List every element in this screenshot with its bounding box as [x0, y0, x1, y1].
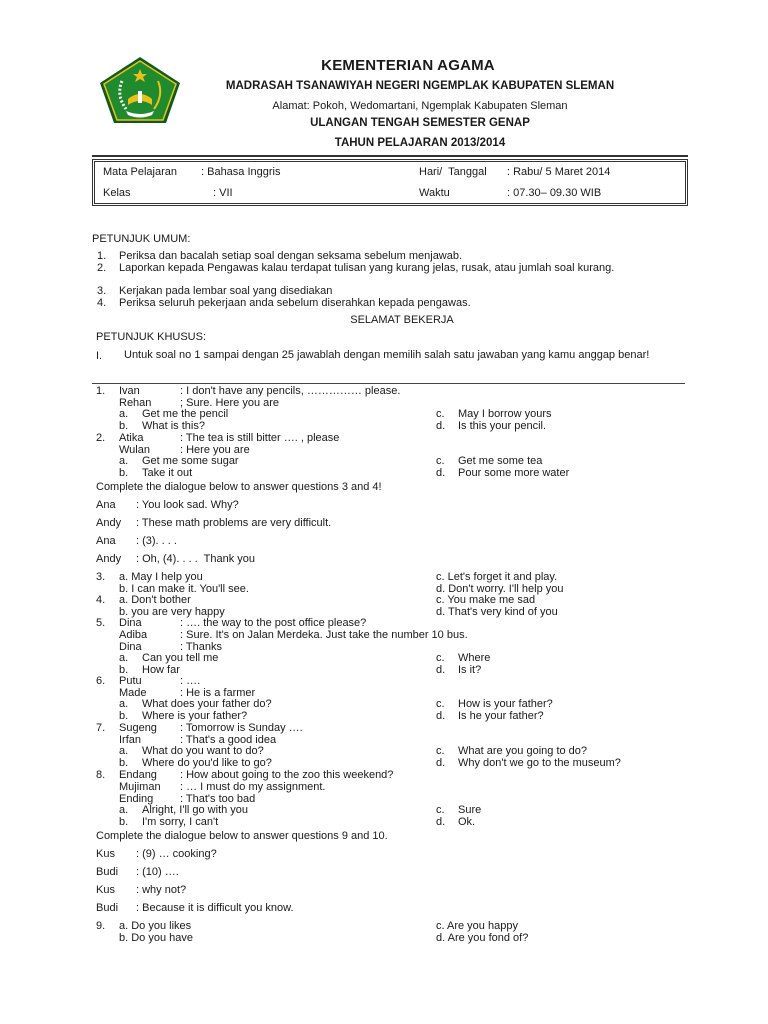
speaker: Dina — [119, 617, 142, 629]
question-number: 8. — [96, 769, 106, 781]
option-c: What are you going to do? — [458, 745, 588, 757]
speaker: Andy — [96, 553, 122, 565]
dialogue-line: : … I must do my assignment. — [180, 781, 326, 793]
option-label: d. — [436, 757, 446, 769]
option-a: Get me the pencil — [142, 408, 229, 420]
option-label: a. — [119, 698, 129, 710]
dialogue-line: : You look sad. Why? — [136, 499, 239, 511]
speaker: Sugeng — [119, 722, 157, 734]
option-c: How is your father? — [458, 698, 553, 710]
option-c: c. Are you happy — [436, 920, 518, 932]
general-item-text: Kerjakan pada lembar soal yang disediakan — [119, 285, 333, 297]
option-a: Can you tell me — [142, 652, 219, 664]
speaker: Dina — [119, 641, 142, 653]
option-d: d. That's very kind of you — [436, 606, 558, 618]
option-c: Where — [458, 652, 491, 664]
speaker: Ana — [96, 499, 116, 511]
academic-year: TAHUN PELAJARAN 2013/2014 — [334, 137, 506, 149]
speaker: Rehan — [119, 397, 152, 409]
option-label: b. — [119, 664, 129, 676]
option-a: a. Do you likes — [119, 920, 192, 932]
option-label: c. — [436, 652, 445, 664]
question-number: 7. — [96, 722, 106, 734]
special-instructions-title: PETUNJUK KHUSUS: — [96, 331, 207, 343]
question-number: 1. — [96, 385, 106, 397]
day-label: Hari/ Tanggal — [419, 166, 487, 178]
general-item-text: Laporkan kepada Pengawas kalau terdapat tulisan yang kurang jelas, rusak, atau jumlah soal kurang. — [119, 262, 615, 274]
question-number: 3. — [96, 571, 106, 583]
speaker: Ana — [96, 535, 116, 547]
speaker: Irfan — [119, 734, 142, 746]
general-instructions-title: PETUNJUK UMUM: — [92, 233, 191, 245]
option-label: a. — [119, 804, 129, 816]
option-label: c. — [436, 745, 445, 757]
dialogue-line: : These math problems are very difficult. — [136, 517, 332, 529]
general-item-num: 2. — [97, 262, 107, 274]
option-label: d. — [436, 467, 446, 479]
speaker: Ending — [119, 793, 154, 805]
dialogue-line: : Sure. It's on Jalan Merdeka. Just take the number 10 bus. — [180, 629, 468, 641]
option-c: Sure — [458, 804, 482, 816]
speaker: Budi — [96, 866, 119, 878]
dialogue-line: : Here you are — [180, 444, 250, 456]
speaker: Ivan — [119, 385, 140, 397]
question-number: 5. — [96, 617, 106, 629]
dialogue-line: : …. — [180, 675, 201, 687]
option-c: c. You make me sad — [436, 594, 536, 606]
dialogue-line: : The tea is still bitter …. , please — [180, 432, 340, 444]
questions-divider — [92, 383, 685, 384]
speaker: Atika — [119, 432, 144, 444]
dialogue-intro: Complete the dialogue below to answer questions 9 and 10. — [96, 830, 388, 842]
option-label: b. — [119, 467, 129, 479]
option-d: Ok. — [458, 816, 476, 828]
option-a: a. May I help you — [119, 571, 203, 583]
option-label: d. — [436, 664, 446, 676]
closing-greeting: SELAMAT BEKERJA — [350, 314, 454, 326]
speaker: Budi — [96, 902, 119, 914]
option-d: d. Don't worry. I'll help you — [436, 583, 564, 595]
class-value: : VII — [213, 187, 233, 199]
dialogue-line: : He is a farmer — [180, 687, 256, 699]
option-label: b. — [119, 757, 129, 769]
dialogue-line: : (9) … cooking? — [136, 848, 217, 860]
speaker: Andy — [96, 517, 122, 529]
option-b: b. you are very happy — [119, 606, 225, 618]
dialogue-intro: Complete the dialogue below to answer questions 3 and 4! — [96, 481, 382, 493]
time-label: Waktu — [419, 187, 450, 199]
option-label: d. — [436, 816, 446, 828]
general-item-num: 3. — [97, 285, 107, 297]
option-label: d. — [436, 420, 446, 432]
option-label: d. — [436, 710, 446, 722]
option-label: a. — [119, 745, 129, 757]
option-b: Take it out — [142, 467, 193, 479]
speaker: Wulan — [119, 444, 150, 456]
option-d: d. Are you fond of? — [436, 932, 529, 944]
option-b: What is this? — [142, 420, 205, 432]
dialogue-line: : why not? — [136, 884, 187, 896]
speaker: Endang — [119, 769, 157, 781]
general-item-num: 1. — [97, 250, 107, 262]
dialogue-line: : (3). . . . — [136, 535, 177, 547]
option-label: b. — [119, 420, 129, 432]
speaker: Mujiman — [119, 781, 161, 793]
option-a: a. Don't bother — [119, 594, 191, 606]
dialogue-line: : I don't have any pencils, …………… please. — [180, 385, 401, 397]
option-b: b. I can make it. You'll see. — [119, 583, 249, 595]
dialogue-line: : Tomorrow is Sunday …. — [180, 722, 303, 734]
option-label: b. — [119, 816, 129, 828]
dialogue-line: : That's a good idea — [180, 734, 277, 746]
speaker: Kus — [96, 884, 115, 896]
option-label: a. — [119, 455, 129, 467]
general-item-text: Periksa dan bacalah setiap soal dengan seksama sebelum menjawab. — [119, 250, 463, 262]
option-d: Is it? — [458, 664, 482, 676]
option-d: Is this your pencil. — [458, 420, 547, 432]
general-item-text: Periksa seluruh pekerjaan anda sebelum diserahkan kepada pengawas. — [119, 297, 471, 309]
general-item-num: 4. — [97, 297, 107, 309]
option-label: c. — [436, 804, 445, 816]
option-label: a. — [119, 652, 129, 664]
dialogue-line: ; Sure. Here you are — [180, 397, 280, 409]
option-d: Pour some more water — [458, 467, 570, 479]
option-label: b. — [119, 710, 129, 722]
dialogue-line: : …. the way to the post office please? — [180, 617, 367, 629]
option-label: c. — [436, 408, 445, 420]
option-b: Where is your father? — [142, 710, 248, 722]
option-label: c. — [436, 698, 445, 710]
option-d: Why don't we go to the museum? — [458, 757, 621, 769]
time-value: : 07.30– 09.30 WIB — [507, 187, 602, 199]
special-item-num: I. — [96, 350, 103, 362]
dialogue-line: : That's too bad — [180, 793, 256, 805]
dialogue-line: : Thanks — [180, 641, 222, 653]
option-a: What does your father do? — [142, 698, 272, 710]
option-c: Get me some tea — [458, 455, 543, 467]
header-divider — [92, 155, 688, 157]
option-b: Where do you'd like to go? — [142, 757, 272, 769]
school-address: Alamat: Pokoh, Wedomartani, Ngemplak Kabupaten Sleman — [272, 100, 568, 112]
option-a: Alright, I'll go with you — [142, 804, 249, 816]
ministry-title: KEMENTERIAN AGAMA — [321, 57, 495, 74]
option-b: I'm sorry, I can't — [142, 816, 219, 828]
dialogue-line: : (10) …. — [136, 866, 179, 878]
dialogue-line: : Because it is difficult you know. — [136, 902, 294, 914]
question-number: 4. — [96, 594, 106, 606]
exam-info-box — [92, 159, 688, 206]
question-number: 2. — [96, 432, 106, 444]
option-b: b. Do you have — [119, 932, 193, 944]
question-number: 6. — [96, 675, 106, 687]
option-a: Get me some sugar — [142, 455, 239, 467]
speaker: Kus — [96, 848, 115, 860]
option-c: c. Let's forget it and play. — [436, 571, 558, 583]
option-label: a. — [119, 408, 129, 420]
speaker: Adiba — [119, 629, 148, 641]
exam-title: ULANGAN TENGAH SEMESTER GENAP — [310, 117, 530, 129]
option-a: What do you want to do? — [142, 745, 264, 757]
day-value: : Rabu/ 5 Maret 2014 — [507, 166, 611, 178]
speaker: Made — [119, 687, 147, 699]
class-label: Kelas — [103, 187, 131, 199]
school-name: MADRASAH TSANAWIYAH NEGERI NGEMPLAK KABUPATEN SLEMAN — [225, 80, 615, 92]
special-item-text: Untuk soal no 1 sampai dengan 25 jawablah dengan memilih salah satu jawaban yang kamu anggap benar! — [124, 349, 650, 361]
question-number: 9. — [96, 920, 106, 932]
option-b: How far — [142, 664, 180, 676]
option-c: May I borrow yours — [458, 408, 552, 420]
dialogue-line: : Oh, (4). . . . Thank you — [136, 553, 256, 565]
option-d: Is he your father? — [458, 710, 544, 722]
subject-value: : Bahasa Inggris — [201, 166, 281, 178]
speaker: Putu — [119, 675, 142, 687]
option-label: c. — [436, 455, 445, 467]
dialogue-line: : How about going to the zoo this weekend? — [180, 769, 394, 781]
subject-label: Mata Pelajaran — [103, 166, 177, 178]
